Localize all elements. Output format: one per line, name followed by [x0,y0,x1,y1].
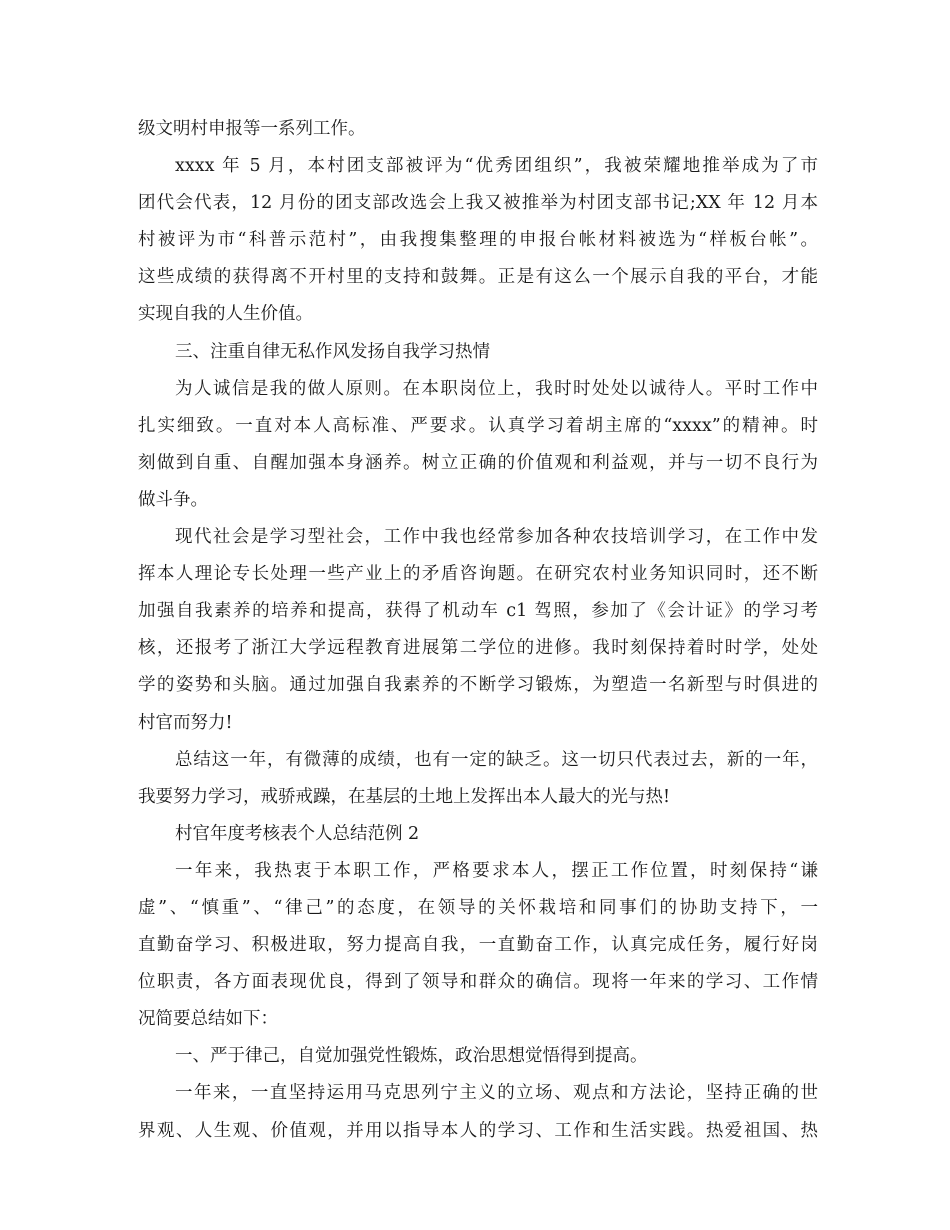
text-line: 这些成绩的获得离不开村里的支持和鼓舞。正是有这么一个展示自我的平台，才能 [138,267,818,288]
text-line: xxxx 年 5 月，本村团支部被评为“优秀团组织”，我被荣耀地推举成为了市 [175,156,818,177]
text-line: 学的姿势和头脑。通过加强自我素养的不断学习锻炼，为塑造一名新型与时俱进的 [138,675,818,696]
text-line: 级文明村申报等一系列工作。 [138,119,366,139]
text-line: 挥本人理论专长处理一些产业上的矛盾咨询题。在研究农村业务知识同时，还不断 [138,564,818,585]
text-line: 做斗争。 [138,489,208,510]
text-line: 为人诚信是我的做人原则。在本职岗位上，我时时处处以诚待人。平时工作中 [175,378,818,399]
text-line: 直勤奋学习、积极进取，努力提高自我，一直勤奋工作，认真完成任务，履行好岗 [138,935,818,956]
text-line: 核，还报考了浙江大学远程教育进展第二学位的进修。我时刻保持着时时学，处处 [138,638,818,659]
text-line: 我要努力学习，戒骄戒躁，在基层的土地上发挥出本人最大的光与热! [138,786,671,807]
text-line: 一年来，一直坚持运用马克思列宁主义的立场、观点和方法论，坚持正确的世 [175,1083,818,1104]
text-line: 团代会代表，12 月份的团支部改选会上我又被推举为村团支部书记;XX 年 12 月本 [138,193,818,214]
text-line: 刻做到自重、自醒加强本身涵养。树立正确的价值观和利益观，并与一切不良行为 [138,452,818,473]
text-line: 况简要总结如下： [138,1009,278,1030]
text-line: 一、严于律己，自觉加强党性锻炼，政治思想觉悟得到提高。 [175,1046,648,1067]
text-line: 界观、人生观、价值观，并用以指导本人的学习、工作和生活实践。热爱祖国、热 [138,1120,818,1141]
text-line: 村官年度考核表个人总结范例 2 [175,823,420,844]
text-line: 扎实细致。一直对本人高标准、严要求。认真学习着胡主席的“xxxx”的精神。时 [138,415,818,436]
text-line: 加强自我素养的培养和提高，获得了机动车 c1 驾照，参加了《会计证》的学习考 [138,601,818,622]
text-line: 一年来，我热衷于本职工作，严格要求本人，摆正工作位置，时刻保持“谦 [175,860,818,881]
text-line: 村官而努力! [138,712,233,733]
text-line: 现代社会是学习型社会，工作中我也经常参加各种农技培训学习，在工作中发 [175,527,818,548]
text-line: 村被评为市“科普示范村”，由我搜集整理的申报台帐材料被选为“样板台帐”。 [138,230,818,251]
text-line: 实现自我的人生价值。 [138,304,313,325]
document-body [138,111,818,1150]
text-line: 虚”、“慎重”、“律己”的态度，在领导的关怀栽培和同事们的协助支持下，一 [138,897,818,918]
text-line: 总结这一年，有微薄的成绩，也有一定的缺乏。这一切只代表过去，新的一年， [175,749,818,770]
text-line: 位职责，各方面表现优良，得到了领导和群众的确信。现将一年来的学习、工作情 [138,972,818,993]
text-line: 三、注重自律无私作风发扬自我学习热情 [175,341,490,362]
